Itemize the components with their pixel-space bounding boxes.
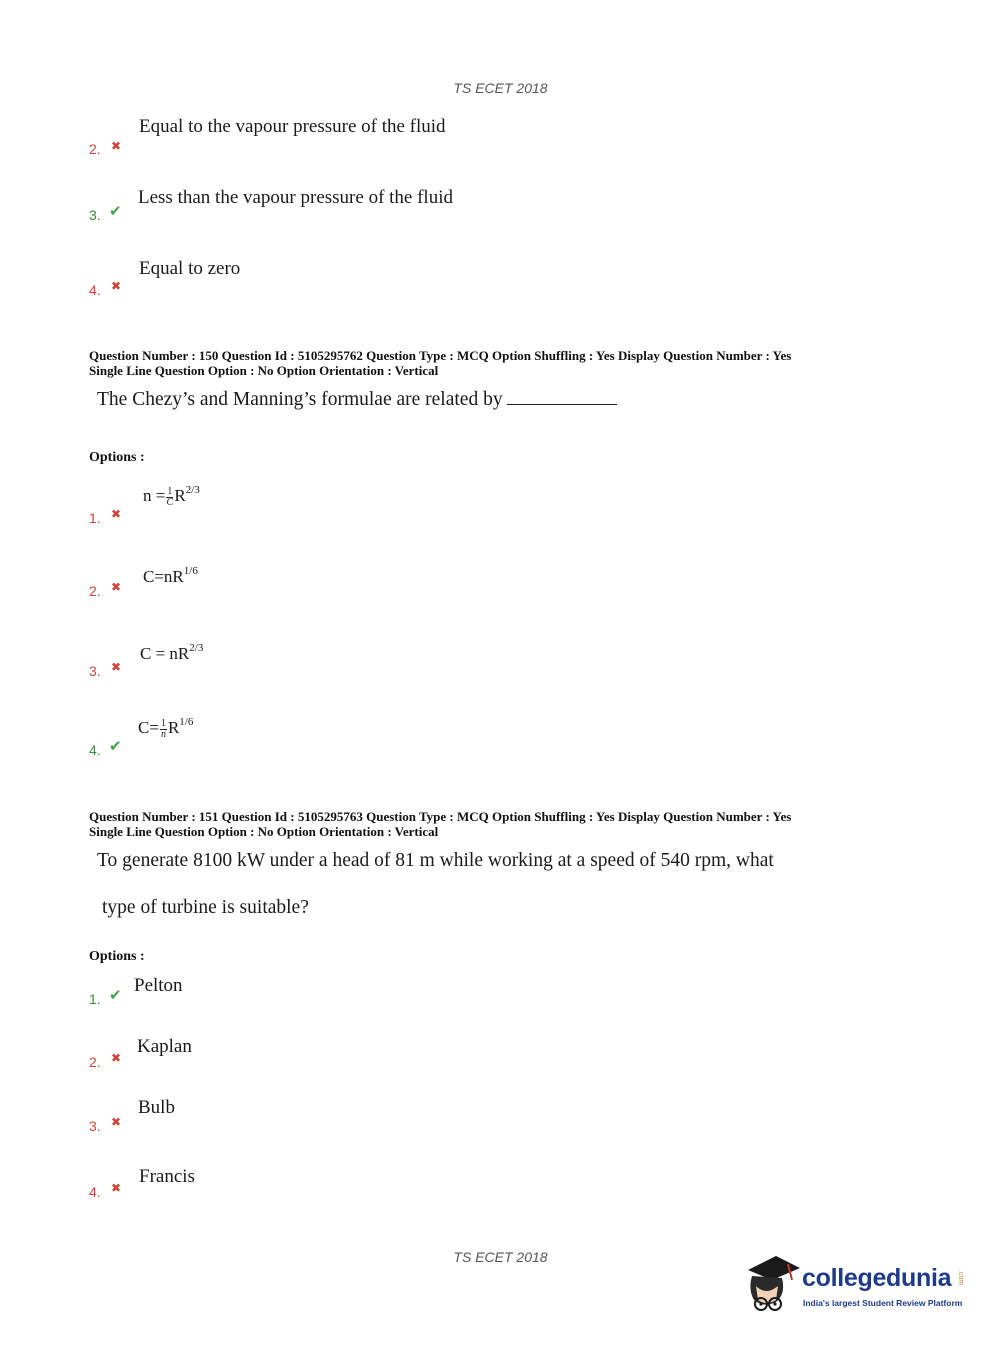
- check-icon: ✔: [109, 737, 122, 755]
- formula-base: R: [167, 718, 180, 737]
- formula-exponent: 2/3: [189, 642, 204, 654]
- question-meta-line-1: Question Number : 150 Question Id : 5105295762 Question Type : MCQ Option Shuffling : Yes Display Question Number : Yes: [89, 348, 792, 363]
- answer-blank: [507, 390, 617, 405]
- cross-icon: ✖: [111, 1115, 122, 1129]
- formula: [143, 484, 200, 508]
- option-number: 2.: [89, 141, 101, 157]
- formula-exponent: 1/6: [179, 716, 194, 728]
- fraction-denominator: n: [160, 728, 166, 740]
- option-number: 3.: [89, 207, 101, 223]
- formula-exponent: 2/3: [185, 484, 200, 496]
- formula-lhs: C = nR: [140, 644, 190, 663]
- formula-base: R: [174, 486, 186, 505]
- option-text: Equal to zero: [139, 258, 241, 279]
- question-meta-line-1: Question Number : 151 Question Id : 5105295763 Question Type : MCQ Option Shuffling : Yes Display Question Number : Yes: [89, 809, 792, 824]
- formula-exponent: 1/6: [183, 565, 198, 577]
- formula-lhs: n =: [143, 486, 166, 505]
- option-text: Bulb: [138, 1097, 175, 1118]
- question-meta-line-2: Single Line Question Option : No Option Orientation : Vertical: [89, 363, 439, 378]
- cross-icon: ✖: [111, 139, 122, 153]
- mascot-icon: [742, 1250, 802, 1320]
- logo-domain: .com: [957, 1270, 964, 1286]
- cross-icon: ✖: [111, 660, 122, 674]
- logo-wordmark: collegedunia: [802, 1264, 952, 1292]
- fraction-numerator: 1: [167, 485, 173, 497]
- page-header: TS ECET 2018: [453, 80, 548, 96]
- formula-lhs: C=: [138, 718, 159, 737]
- option-text: Less than the vapour pressure of the fluid: [138, 187, 453, 208]
- fraction: [160, 719, 167, 740]
- cross-icon: ✖: [111, 279, 122, 293]
- fraction-denominator: C: [166, 496, 174, 508]
- option-number: 3.: [89, 663, 101, 679]
- logo-tagline: India's largest Student Review Platform: [803, 1298, 963, 1308]
- option-number: 3.: [89, 1118, 101, 1134]
- options-label: Options :: [89, 450, 145, 465]
- fraction-numerator: 1: [160, 717, 166, 729]
- question-text-line-2: type of turbine is suitable?: [102, 897, 309, 918]
- check-icon: ✔: [109, 202, 122, 220]
- question-text: [97, 389, 617, 411]
- option-number: 2.: [89, 1054, 101, 1070]
- option-text: Francis: [139, 1166, 195, 1187]
- option-number: 2.: [89, 583, 101, 599]
- option-number: 1.: [89, 991, 101, 1007]
- option-number: 1.: [89, 510, 101, 526]
- question-text-content: The Chezy’s and Manning’s formulae are related by: [97, 389, 503, 410]
- formula: [140, 642, 203, 664]
- page-footer: TS ECET 2018: [453, 1249, 548, 1265]
- option-number: 4.: [89, 742, 101, 758]
- cross-icon: ✖: [111, 1051, 122, 1065]
- option-text: Pelton: [134, 975, 183, 996]
- option-text: Equal to the vapour pressure of the fluid: [139, 116, 446, 137]
- fraction: [166, 487, 173, 508]
- formula: [138, 716, 193, 740]
- cross-icon: ✖: [111, 580, 122, 594]
- cross-icon: ✖: [111, 1181, 122, 1195]
- option-text: Kaplan: [137, 1036, 192, 1057]
- check-icon: ✔: [109, 986, 122, 1004]
- option-number: 4.: [89, 282, 101, 298]
- cross-icon: ✖: [111, 507, 122, 521]
- options-label: Options :: [89, 949, 145, 964]
- collegedunia-logo: [742, 1250, 972, 1320]
- question-meta-line-2: Single Line Question Option : No Option Orientation : Vertical: [89, 824, 439, 839]
- formula-lhs: C=nR: [143, 567, 184, 586]
- formula: [143, 565, 198, 587]
- option-number: 4.: [89, 1184, 101, 1200]
- question-text-line-1: To generate 8100 kW under a head of 81 m while working at a speed of 540 rpm, what: [97, 850, 774, 871]
